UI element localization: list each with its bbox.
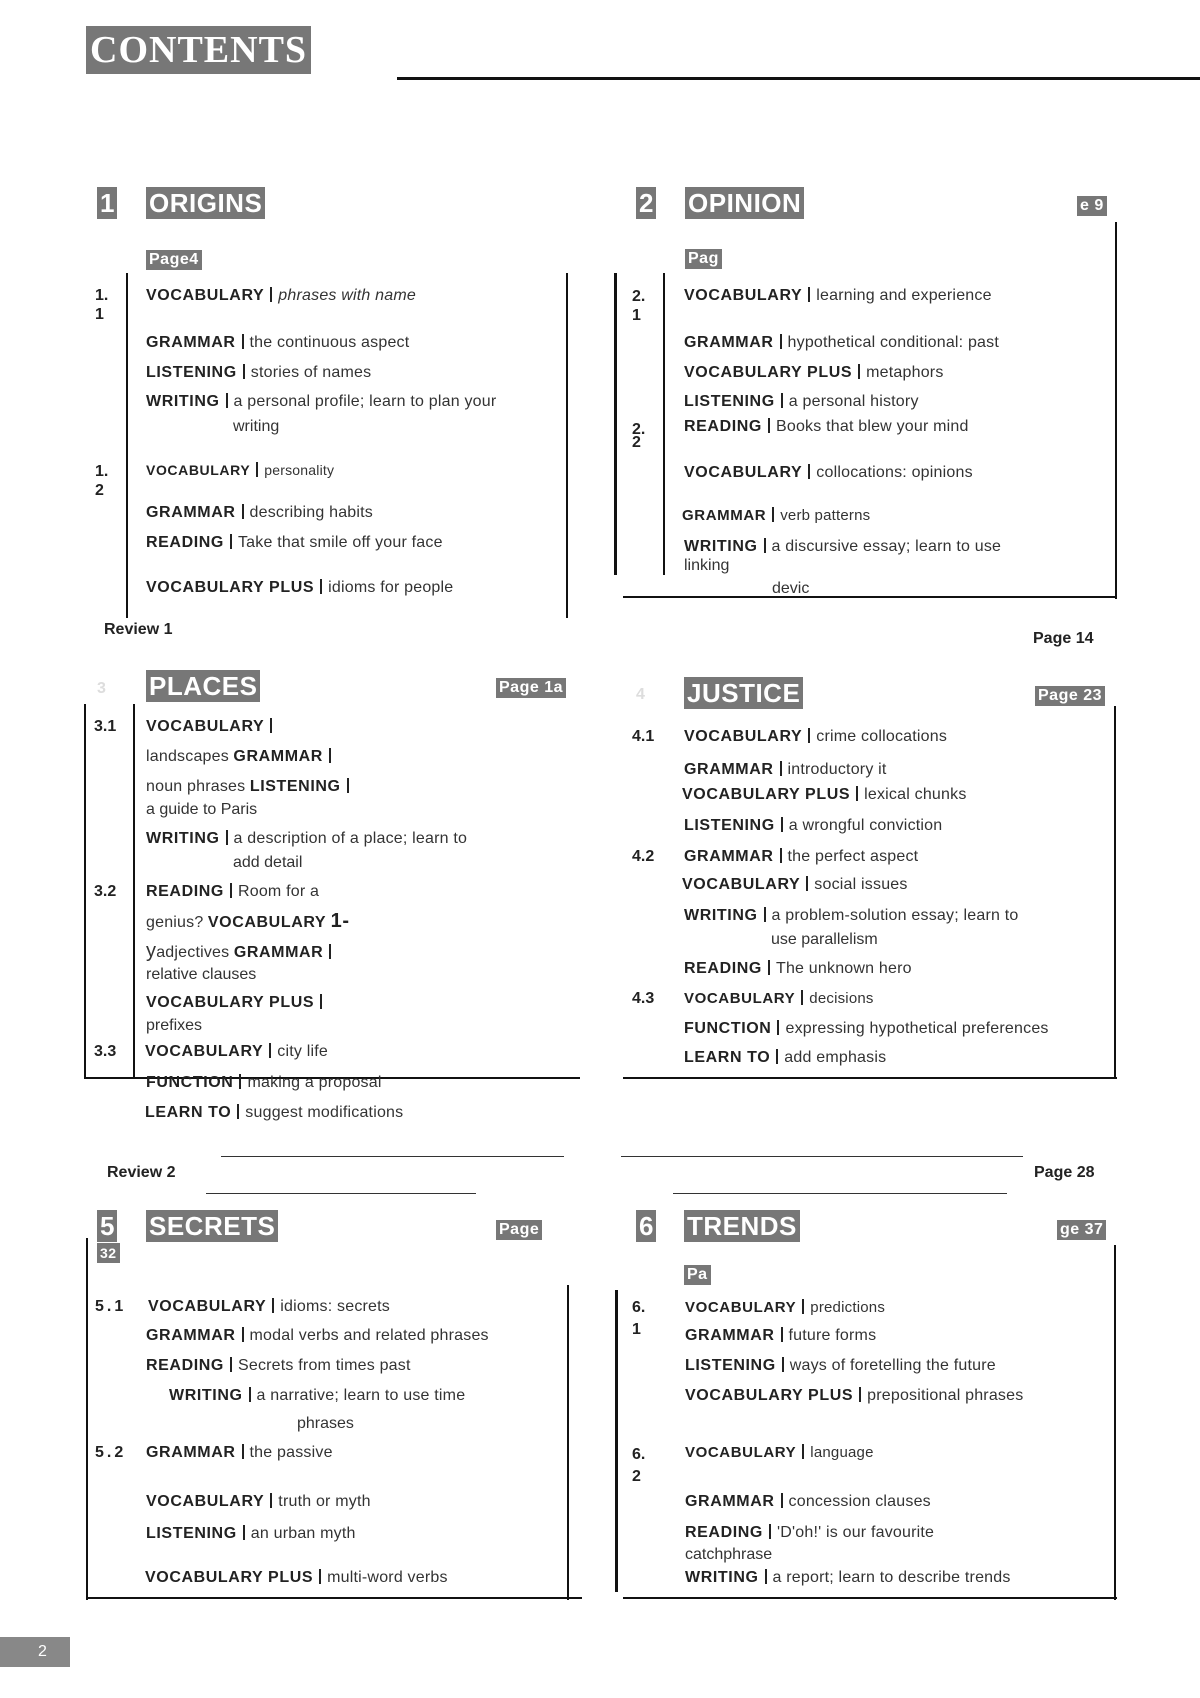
- unit-6-bottom-rule: [623, 1597, 1117, 1599]
- unit-4-row-11: LEARN TO add emphasis: [684, 1049, 887, 1066]
- unit-2-number: 2: [636, 187, 656, 219]
- lesson-4-2-label: 4.2: [632, 848, 655, 865]
- unit-1-row-8: VOCABULARY PLUS idioms for people: [146, 579, 454, 596]
- unit-2-row-8-cont-1: linking: [684, 557, 730, 574]
- unit-5-page-tag: Page: [496, 1220, 542, 1240]
- unit-5-right-rule: [567, 1285, 569, 1600]
- lesson-1-1-label: 1. 1: [95, 287, 109, 323]
- unit-5-row-3: READING Secrets from times past: [146, 1357, 411, 1374]
- unit-3-page-tag: Page 1a: [496, 678, 566, 698]
- unit-2-row-6: VOCABULARY collocations: opinions: [684, 464, 973, 481]
- unit-3-number: 3: [97, 680, 106, 697]
- lesson-2-1-label: 2. 1: [632, 288, 646, 324]
- unit-4-row-6: VOCABULARY social issues: [682, 876, 908, 893]
- unit-1-row-5: VOCABULARY personality: [146, 462, 335, 478]
- unit-5-page-number: 32: [97, 1243, 120, 1263]
- unit-6-left-rule: [615, 1290, 618, 1592]
- unit-3-row-4-cont: add detail: [233, 854, 303, 871]
- lesson-2-2-label: 2. 2: [632, 421, 646, 451]
- lesson-5-1-label: 5.1: [95, 1298, 127, 1315]
- review-2-rule-b: [621, 1156, 1023, 1157]
- unit-3-row-2: landscapes GRAMMAR: [146, 747, 337, 766]
- unit-2-row-3: VOCABULARY PLUS metaphors: [684, 364, 944, 381]
- unit-2-page-tag: Pag: [685, 249, 722, 269]
- lesson-4-1-label: 4.1: [632, 728, 655, 745]
- unit-2-row-5: READING Books that blew your mind: [684, 418, 969, 435]
- unit-4-right-rule: [1114, 706, 1116, 1078]
- unit-5-left-rule: [86, 1238, 88, 1600]
- unit-4-row-1: VOCABULARY crime collocations: [684, 728, 948, 745]
- unit-6-number: 6: [636, 1210, 656, 1242]
- unit-1-row-4: WRITING a personal profile; learn to plan your: [146, 393, 497, 410]
- unit-6-page-tag: Pa: [684, 1265, 711, 1285]
- unit-2-row-8: WRITING a discursive essay; learn to use: [684, 538, 1002, 555]
- unit-4-row-4: LISTENING a wrongful conviction: [684, 817, 943, 834]
- unit-3-row-7: yadjectives GRAMMAR: [146, 942, 337, 962]
- unit-6-page-tag-right: ge 37: [1057, 1220, 1106, 1240]
- unit-5-row-6: VOCABULARY truth or myth: [146, 1493, 371, 1510]
- unit-3-row-3: noun phrases LISTENING: [146, 777, 355, 796]
- unit-2-bottom-rule: [623, 596, 1117, 598]
- unit-4-number: 4: [636, 686, 645, 703]
- unit-6-row-4: VOCABULARY PLUS prepositional phrases: [685, 1387, 1024, 1404]
- unit-4-bottom-rule: [623, 1077, 1117, 1079]
- unit-3-row-7-cont: relative clauses: [146, 966, 257, 983]
- unit-1-row-6: GRAMMAR describing habits: [146, 504, 374, 521]
- unit-3-row-8: VOCABULARY PLUS: [146, 993, 328, 1012]
- review-1-label: Review 1: [104, 621, 173, 638]
- unit-5-row-1: VOCABULARY idioms: secrets: [148, 1298, 390, 1315]
- unit-6-row-7: READING 'D'oh!' is our favourite: [685, 1524, 935, 1541]
- unit-1-title: ORIGINS: [146, 187, 265, 219]
- page-28-label: Page 28: [1034, 1164, 1095, 1181]
- review-2-rule-a: [221, 1156, 564, 1157]
- unit-3-row-1: VOCABULARY: [146, 717, 278, 736]
- unit-6-right-rule: [1114, 1245, 1116, 1600]
- unit-2-row-7: GRAMMAR verb patterns: [682, 507, 871, 524]
- unit-5-row-4-cont: phrases: [297, 1415, 354, 1432]
- lesson-6-2-label: 6. 2: [632, 1446, 646, 1485]
- lesson-3-2-label: 3.2: [94, 883, 117, 900]
- review-2-label: Review 2: [107, 1164, 176, 1181]
- unit-3-left-rule-b: [133, 704, 135, 1078]
- unit-1-page-tag: Page4: [146, 250, 202, 270]
- unit-2-page-tag-right: e 9: [1077, 196, 1107, 216]
- unit-6-title: TRENDS: [684, 1210, 800, 1242]
- unit-5-bottom-rule: [86, 1597, 582, 1599]
- unit-1-right-rule: [566, 273, 568, 618]
- unit-1-row-7: READING Take that smile off your face: [146, 534, 443, 551]
- lesson-5-2-label: 5.2: [95, 1444, 127, 1461]
- unit-6-row-8: WRITING a report; learn to describe trends: [685, 1569, 1011, 1586]
- lesson-6-1-label: 6. 1: [632, 1299, 646, 1338]
- unit-5-row-4: WRITING a narrative; learn to use time: [169, 1387, 466, 1404]
- unit-6-row-5: VOCABULARY language: [685, 1444, 874, 1461]
- unit-3-row-11: LEARN TO suggest modifications: [145, 1104, 404, 1121]
- unit-4-row-8: READING The unknown hero: [684, 960, 912, 977]
- lesson-3-1-label: 3.1: [94, 718, 117, 735]
- unit-6-row-3: LISTENING ways of foretelling the future: [685, 1357, 996, 1374]
- unit-4-row-10: FUNCTION expressing hypothetical preferences: [684, 1020, 1049, 1037]
- unit-5-number: 5: [97, 1210, 117, 1242]
- unit-2-left-rule-b: [663, 273, 665, 575]
- page-14-label: Page 14: [1033, 630, 1094, 647]
- unit-4-row-5: GRAMMAR the perfect aspect: [684, 848, 919, 865]
- header-rule: [397, 77, 1200, 80]
- unit-4-row-7-cont: use parallelism: [771, 931, 878, 948]
- unit-4-row-9: VOCABULARY decisions: [684, 990, 874, 1007]
- unit-6-row-6: GRAMMAR concession clauses: [685, 1493, 931, 1510]
- unit-5-title: SECRETS: [146, 1210, 278, 1242]
- unit-2-right-rule: [1115, 222, 1117, 599]
- lesson-3-3-label: 3.3: [94, 1043, 117, 1060]
- review-2-rule-d: [673, 1193, 1007, 1194]
- unit-1-row-2: GRAMMAR the continuous aspect: [146, 334, 410, 351]
- unit-3-row-6: genius? VOCABULARY 1-: [146, 910, 350, 932]
- unit-1-left-rule: [126, 273, 128, 618]
- page-title: CONTENTS: [86, 26, 311, 74]
- unit-5-row-5: GRAMMAR the passive: [146, 1444, 333, 1461]
- lesson-1-2-label: 1. 2: [95, 463, 109, 499]
- unit-2-row-2: GRAMMAR hypothetical conditional: past: [684, 334, 999, 351]
- unit-4-page-tag: Page 23: [1035, 686, 1105, 706]
- unit-3-row-5: READING Room for a: [146, 883, 320, 900]
- page-number: 2: [0, 1637, 70, 1667]
- unit-3-title: PLACES: [146, 670, 260, 702]
- unit-1-number: 1: [97, 187, 117, 219]
- unit-5-row-7: LISTENING an urban myth: [146, 1525, 356, 1542]
- unit-3-row-10: FUNCTION making a proposal: [146, 1074, 382, 1091]
- unit-1-row-4-cont: writing: [233, 418, 280, 435]
- unit-3-row-3-cont: a guide to Paris: [146, 801, 258, 818]
- unit-6-row-2: GRAMMAR future forms: [685, 1327, 877, 1344]
- unit-3-row-4: WRITING a description of a place; learn to: [146, 830, 468, 847]
- lesson-4-3-label: 4.3: [632, 990, 655, 1007]
- unit-3-left-rule-a: [84, 704, 86, 1078]
- unit-4-row-3: VOCABULARY PLUS lexical chunks: [682, 786, 967, 803]
- review-2-rule-c: [206, 1193, 476, 1194]
- unit-6-row-7-cont: catchphrase: [685, 1546, 773, 1563]
- unit-2-row-4: LISTENING a personal history: [684, 393, 919, 410]
- unit-4-row-2: GRAMMAR introductory it: [684, 761, 887, 778]
- unit-6-row-1: VOCABULARY predictions: [685, 1299, 886, 1316]
- unit-2-title: OPINION: [685, 187, 804, 219]
- unit-4-row-7: WRITING a problem-solution essay; learn to: [684, 907, 1019, 924]
- unit-3-row-8-cont: prefixes: [146, 1017, 203, 1034]
- unit-5-row-2: GRAMMAR modal verbs and related phrases: [146, 1327, 489, 1344]
- unit-4-title: JUSTICE: [684, 677, 803, 709]
- unit-2-left-rule-a: [614, 273, 617, 575]
- unit-2-row-1: VOCABULARY learning and experience: [684, 287, 992, 304]
- unit-3-row-9: VOCABULARY city life: [145, 1043, 328, 1060]
- unit-5-row-8: VOCABULARY PLUS multi-word verbs: [145, 1569, 448, 1586]
- unit-1-row-1: VOCABULARY phrases with name: [146, 287, 416, 304]
- unit-1-row-3: LISTENING stories of names: [146, 364, 372, 381]
- unit-2-row-8-cont-2: devic: [772, 580, 810, 597]
